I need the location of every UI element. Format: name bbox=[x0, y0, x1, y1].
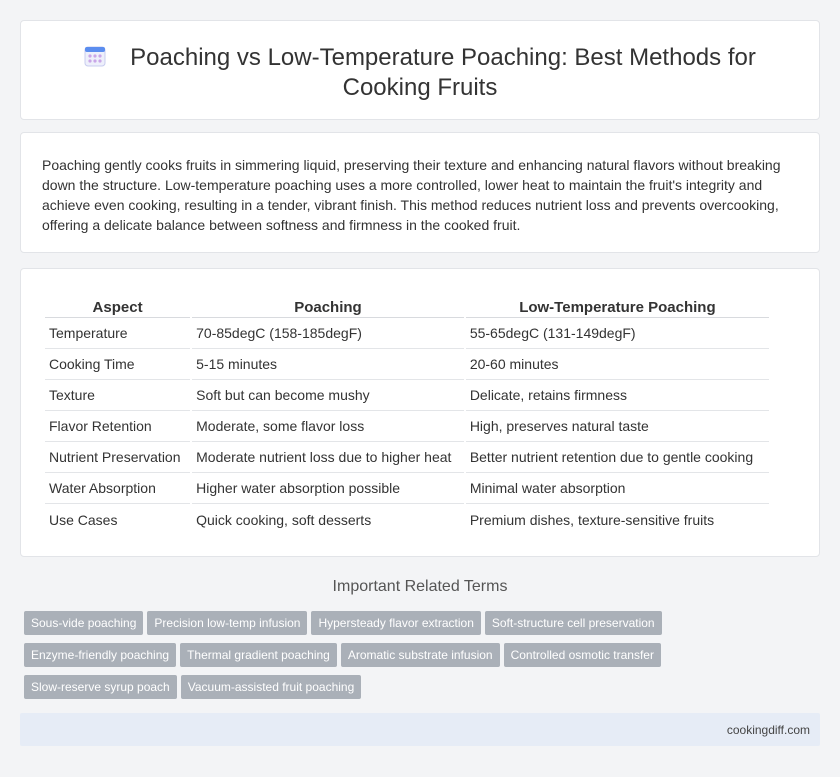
table-row bbox=[45, 442, 769, 473]
header bbox=[81, 43, 759, 103]
table-cell: Nutrient Preservation bbox=[45, 442, 190, 473]
table-cell: Use Cases bbox=[49, 511, 118, 528]
table-cell: Premium dishes, texture-sensitive fruits bbox=[469, 511, 715, 528]
tag-link[interactable]: Thermal gradient poaching bbox=[180, 643, 337, 667]
tag-link[interactable]: Vacuum-assisted fruit poaching bbox=[181, 675, 362, 699]
table-cell: Cooking Time bbox=[45, 349, 190, 380]
table-cell: Moderate nutrient loss due to higher heat bbox=[192, 442, 464, 473]
table-row bbox=[45, 318, 769, 349]
table-cell: Minimal water absorption bbox=[466, 473, 769, 504]
comparison-table bbox=[43, 297, 771, 535]
header-poaching: Poaching bbox=[192, 297, 464, 318]
header-aspect: Aspect bbox=[45, 297, 190, 318]
table-cell: Water Absorption bbox=[45, 473, 190, 504]
table-header-row bbox=[45, 297, 769, 318]
page-title-text: Poaching vs Low-Temperature Poaching: Best Methods for Cooking Fruits bbox=[130, 44, 756, 101]
table-cell: 20-60 minutes bbox=[466, 349, 769, 380]
comparison-card bbox=[20, 268, 820, 557]
tag-row bbox=[24, 675, 744, 707]
tag-link[interactable]: Enzyme-friendly poaching bbox=[24, 643, 176, 667]
table-cell: Quick cooking, soft desserts bbox=[196, 511, 372, 528]
calendar-icon bbox=[84, 45, 106, 67]
tag-link[interactable]: Aromatic substrate infusion bbox=[341, 643, 500, 667]
table-cell: 70-85degC (158-185degF) bbox=[192, 318, 464, 349]
table-row bbox=[45, 411, 769, 442]
page-title bbox=[81, 43, 759, 103]
table-row bbox=[45, 504, 769, 535]
table-cell: Better nutrient retention due to gentle cooking bbox=[466, 442, 769, 473]
table-cell: Soft but can become mushy bbox=[192, 380, 464, 411]
footer bbox=[20, 713, 820, 746]
intro-card bbox=[20, 132, 820, 253]
tag-link[interactable]: Soft-structure cell preservation bbox=[485, 611, 662, 635]
tag-link[interactable]: Precision low-temp infusion bbox=[147, 611, 307, 635]
tag-link[interactable]: Controlled osmotic transfer bbox=[504, 643, 661, 667]
tag-link[interactable]: Hypersteady flavor extraction bbox=[311, 611, 480, 635]
related-terms-title: Important Related Terms bbox=[332, 578, 508, 595]
related-terms-tags bbox=[24, 611, 744, 707]
table-cell: Delicate, retains firmness bbox=[466, 380, 769, 411]
table-row bbox=[45, 349, 769, 380]
tag-link[interactable]: Slow-reserve syrup poach bbox=[24, 675, 177, 699]
table-cell: Temperature bbox=[45, 318, 190, 349]
table-cell: 5-15 minutes bbox=[192, 349, 464, 380]
tag-link[interactable]: Sous-vide poaching bbox=[24, 611, 143, 635]
header-card bbox=[20, 20, 820, 120]
header-low-temp-poaching: Low-Temperature Poaching bbox=[466, 297, 769, 318]
table-row bbox=[45, 473, 769, 504]
footer-site-link[interactable]: cookingdiff.com bbox=[726, 723, 810, 737]
table-row bbox=[45, 380, 769, 411]
intro-paragraph: Poaching gently cooks fruits in simmering liquid, preserving their texture and enhancing natural flavors without breaking down the structure. Low-temperature poaching uses a more controlled, lower heat to maintain the fruit's integrity and achieve even cooking, resulting in a tender, vibrant finish. This method reduces nutrient loss and prevents overcooking, offering a delicate balance between softness and firmness in the cooked fruit. bbox=[42, 157, 781, 233]
table-cell: Higher water absorption possible bbox=[192, 473, 464, 504]
table-cell: Texture bbox=[45, 380, 190, 411]
tag-row bbox=[24, 643, 744, 675]
table-cell: 55-65degC (131-149degF) bbox=[466, 318, 769, 349]
table-cell: High, preserves natural taste bbox=[466, 411, 769, 442]
tag-row bbox=[24, 611, 744, 643]
table-cell: Flavor Retention bbox=[45, 411, 190, 442]
table-cell: Moderate, some flavor loss bbox=[192, 411, 464, 442]
